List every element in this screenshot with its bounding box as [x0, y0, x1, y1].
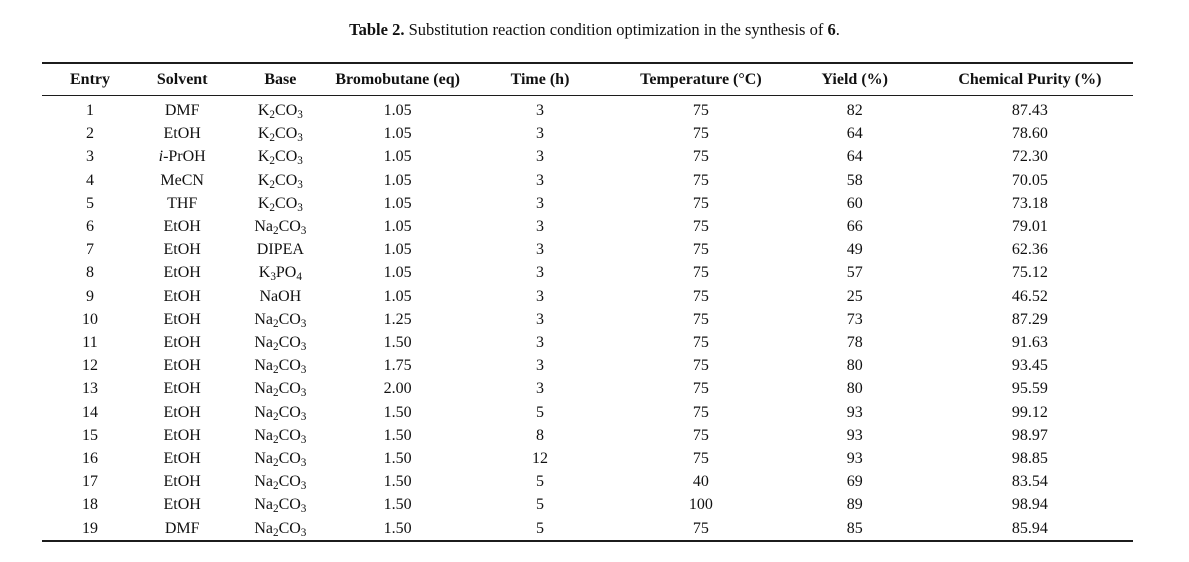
- cell-temperature: 40: [692, 473, 709, 491]
- cell-bromobutane: 1.05: [383, 102, 412, 119]
- table-row: [42, 470, 1133, 493]
- cell-bromobutane: 1.75: [383, 357, 412, 375]
- table-row: [42, 96, 1133, 123]
- cell-time: 3: [536, 380, 544, 398]
- cell-entry: 18: [82, 496, 98, 514]
- table-row: [42, 145, 1133, 168]
- cell-solvent: THF: [167, 194, 198, 212]
- cell-yield: 73: [846, 310, 863, 328]
- cell-purity: 85.94: [1011, 519, 1048, 537]
- table-row: [42, 169, 1133, 192]
- cell-solvent: EtOH: [163, 473, 201, 491]
- table-row: [42, 192, 1133, 215]
- cell-solvent: EtOH: [163, 357, 201, 375]
- cell-purity: 98.85: [1011, 450, 1048, 468]
- cell-entry: 15: [82, 426, 98, 444]
- cell-purity: 93.45: [1011, 357, 1048, 375]
- table-row: [42, 377, 1133, 400]
- cell-base: $Na_2CO_3$: [254, 403, 307, 423]
- table-row: [42, 517, 1133, 541]
- cell-purity: 72.30: [1011, 148, 1048, 166]
- cell-base: $Na_2CO_3$: [254, 519, 307, 539]
- cell-purity: 98.97: [1011, 426, 1048, 444]
- cell-purity: 95.59: [1011, 380, 1048, 398]
- cell-time: 3: [536, 102, 544, 119]
- cell-yield: 89: [846, 496, 863, 514]
- cell-bromobutane: 1.05: [383, 264, 412, 282]
- cell-solvent: EtOH: [163, 241, 201, 259]
- cell-bromobutane: 2.00: [383, 380, 412, 398]
- cell-solvent: EtOH: [163, 287, 201, 305]
- table-body: [42, 96, 1133, 541]
- cell-solvent: EtOH: [163, 380, 201, 398]
- cell-yield: 66: [846, 218, 863, 236]
- column-header-solvent: Solvent: [138, 63, 226, 96]
- cell-bromobutane: 1.05: [383, 241, 412, 259]
- cell-base: $Na_2CO_3$: [254, 426, 307, 446]
- cell-yield: 85: [846, 519, 863, 537]
- cell-entry: 16: [82, 450, 98, 468]
- cell-time: 3: [536, 287, 544, 305]
- cell-entry: 7: [86, 241, 94, 259]
- cell-bromobutane: 1.05: [383, 148, 412, 166]
- cell-solvent: DMF: [164, 102, 200, 119]
- cell-solvent: EtOH: [163, 426, 201, 444]
- cell-temperature: 75: [692, 380, 709, 398]
- cell-bromobutane: 1.05: [383, 287, 412, 305]
- cell-base: $K_2CO_3$: [257, 171, 303, 191]
- cell-time: 5: [536, 519, 544, 537]
- cell-temperature: 75: [692, 218, 709, 236]
- caption-bold-text: 6: [827, 20, 836, 39]
- caption-text: .: [835, 20, 840, 39]
- cell-entry: 2: [86, 125, 94, 143]
- cell-base: $Na_2CO_3$: [254, 473, 307, 493]
- table-row: [42, 424, 1133, 447]
- cell-purity: 62.36: [1011, 241, 1048, 259]
- cell-temperature: 75: [692, 264, 709, 282]
- cell-entry: 1: [86, 102, 94, 119]
- cell-time: 3: [536, 264, 544, 282]
- cell-time: 3: [536, 171, 544, 189]
- table-row: [42, 285, 1133, 308]
- table-row: [42, 122, 1133, 145]
- cell-purity: 98.94: [1011, 496, 1048, 514]
- column-header-purity: Chemical Purity (%): [927, 63, 1133, 96]
- cell-entry: 17: [82, 473, 98, 491]
- cell-entry: 19: [82, 519, 98, 537]
- table-row: [42, 447, 1133, 470]
- cell-entry: 12: [82, 357, 98, 375]
- cell-temperature: 75: [692, 310, 709, 328]
- cell-solvent: EtOH: [163, 310, 201, 328]
- header-row: [42, 63, 1133, 96]
- cell-bromobutane: 1.05: [383, 171, 412, 189]
- table-row: [42, 331, 1133, 354]
- cell-bromobutane: 1.50: [383, 473, 412, 491]
- cell-base: $Na_2CO_3$: [254, 496, 307, 516]
- cell-solvent: DMF: [164, 519, 200, 537]
- caption-bold-text: Table 2.: [349, 20, 405, 39]
- cell-temperature: 75: [692, 125, 709, 143]
- cell-entry: 8: [86, 264, 94, 282]
- cell-bromobutane: 1.50: [383, 450, 412, 468]
- cell-temperature: 75: [692, 334, 709, 352]
- cell-temperature: 75: [692, 102, 709, 119]
- cell-entry: 13: [82, 380, 98, 398]
- cell-base: $K_2CO_3$: [257, 125, 303, 144]
- cell-entry: 14: [82, 403, 98, 421]
- cell-time: 3: [536, 148, 544, 166]
- cell-bromobutane: 1.50: [383, 403, 412, 421]
- cell-time: 3: [536, 218, 544, 236]
- cell-time: 12: [532, 450, 548, 468]
- cell-base: $K_2CO_3$: [257, 194, 303, 214]
- cell-temperature: 75: [692, 357, 709, 375]
- cell-solvent: MeCN: [160, 171, 204, 189]
- cell-time: 8: [536, 426, 544, 444]
- table-row: [42, 354, 1133, 377]
- table-row: [42, 401, 1133, 424]
- table-row: [42, 493, 1133, 516]
- cell-temperature: 75: [692, 287, 709, 305]
- cell-yield: 93: [846, 450, 863, 468]
- cell-solvent: EtOH: [163, 334, 201, 352]
- cell-entry: 5: [86, 194, 94, 212]
- cell-purity: 91.63: [1011, 334, 1048, 352]
- cell-temperature: 75: [692, 148, 709, 166]
- cell-yield: 64: [846, 125, 863, 143]
- cell-entry: 11: [82, 334, 98, 352]
- cell-base: $Na_2CO_3$: [254, 380, 307, 400]
- cell-bromobutane: 1.05: [383, 125, 412, 143]
- cell-temperature: 100: [688, 496, 713, 514]
- cell-yield: 25: [846, 287, 863, 305]
- cell-time: 3: [536, 357, 544, 375]
- cell-bromobutane: 1.50: [383, 496, 412, 514]
- cell-yield: 80: [846, 380, 863, 398]
- column-header-entry: Entry: [42, 63, 138, 96]
- cell-purity: 79.01: [1011, 218, 1048, 236]
- cell-bromobutane: 1.05: [383, 194, 412, 212]
- cell-temperature: 75: [692, 171, 709, 189]
- cell-base: DIPEA: [256, 241, 304, 259]
- column-header-time: Time (h): [461, 63, 619, 96]
- cell-base: $Na_2CO_3$: [254, 218, 307, 237]
- cell-purity: 73.18: [1011, 194, 1048, 212]
- cell-time: 5: [536, 473, 544, 491]
- cell-base: $Na_2CO_3$: [254, 450, 307, 469]
- cell-solvent: EtOH: [163, 496, 201, 514]
- cell-entry: 3: [86, 148, 94, 166]
- cell-yield: 80: [846, 357, 863, 375]
- cell-base: $K_2CO_3$: [257, 102, 303, 121]
- column-header-base: Base: [226, 63, 334, 96]
- cell-purity: 75.12: [1011, 264, 1048, 282]
- cell-yield: 69: [846, 473, 863, 491]
- cell-yield: 49: [846, 241, 863, 259]
- column-header-yield: Yield (%): [783, 63, 927, 96]
- cell-time: 5: [536, 403, 544, 421]
- cell-purity: 87.43: [1011, 102, 1048, 119]
- table-row: [42, 261, 1133, 284]
- cell-purity: 46.52: [1011, 287, 1048, 305]
- cell-purity: 78.60: [1011, 125, 1048, 143]
- cell-purity: 83.54: [1011, 473, 1048, 491]
- cell-solvent: EtOH: [163, 264, 201, 282]
- table-row: [42, 238, 1133, 261]
- cell-bromobutane: 1.50: [383, 334, 412, 352]
- table-caption: [0, 20, 1189, 40]
- cell-entry: 9: [86, 287, 94, 305]
- column-header-bromobutane: Bromobutane (eq): [334, 63, 461, 96]
- cell-temperature: 75: [692, 450, 709, 468]
- cell-solvent: EtOH: [163, 403, 201, 421]
- cell-base: $K_2CO_3$: [257, 148, 303, 168]
- cell-solvent: EtOH: [163, 218, 201, 236]
- cell-temperature: 75: [692, 194, 709, 212]
- cell-base: $Na_2CO_3$: [254, 357, 307, 377]
- cell-yield: 60: [846, 194, 863, 212]
- cell-bromobutane: 1.25: [383, 310, 412, 328]
- optimization-table: [42, 62, 1133, 542]
- cell-time: 3: [536, 194, 544, 212]
- cell-purity: 99.12: [1011, 403, 1048, 421]
- cell-temperature: 75: [692, 241, 709, 259]
- cell-bromobutane: 1.05: [383, 218, 412, 236]
- table-row: [42, 308, 1133, 331]
- cell-temperature: 75: [692, 403, 709, 421]
- cell-entry: 6: [86, 218, 94, 236]
- cell-time: 3: [536, 125, 544, 143]
- cell-time: 3: [536, 334, 544, 352]
- cell-yield: 58: [846, 171, 863, 189]
- cell-temperature: 75: [692, 519, 709, 537]
- column-header-temperature: Temperature (°C): [619, 63, 783, 96]
- cell-yield: 82: [846, 102, 863, 119]
- cell-time: 3: [536, 241, 544, 259]
- cell-purity: 87.29: [1011, 310, 1048, 328]
- cell-solvent: EtOH: [163, 450, 201, 468]
- cell-bromobutane: 1.50: [383, 519, 412, 537]
- cell-time: 3: [536, 310, 544, 328]
- cell-temperature: 75: [692, 426, 709, 444]
- table-header: [42, 63, 1133, 96]
- cell-yield: 93: [846, 426, 863, 444]
- cell-time: 5: [536, 496, 544, 514]
- cell-solvent: i-PrOH: [158, 148, 206, 166]
- cell-yield: 78: [846, 334, 863, 352]
- cell-bromobutane: 1.50: [383, 426, 412, 444]
- cell-purity: 70.05: [1011, 171, 1048, 189]
- caption-text: Substitution reaction condition optimization in the synthesis of: [404, 20, 828, 39]
- cell-solvent: EtOH: [163, 125, 201, 143]
- cell-yield: 93: [846, 403, 863, 421]
- cell-base: $Na_2CO_3$: [254, 310, 307, 330]
- cell-yield: 57: [846, 264, 863, 282]
- cell-base: $Na_2CO_3$: [254, 334, 307, 353]
- cell-base: $K_3PO_4$: [258, 264, 302, 284]
- cell-entry: 4: [86, 171, 94, 189]
- cell-yield: 64: [846, 148, 863, 166]
- cell-base: NaOH: [259, 287, 302, 305]
- cell-entry: 10: [82, 310, 98, 328]
- table-row: [42, 215, 1133, 238]
